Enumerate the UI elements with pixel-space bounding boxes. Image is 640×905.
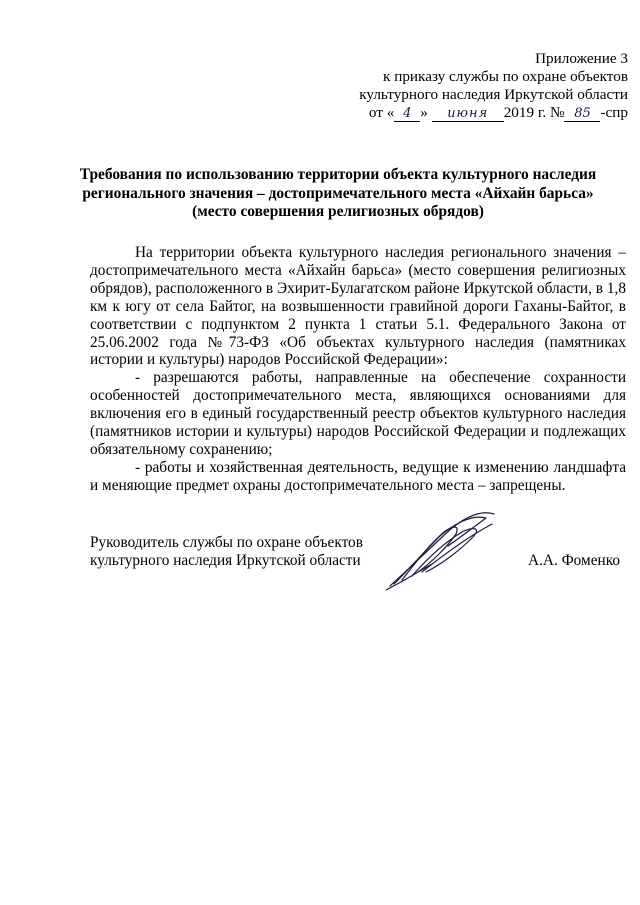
document-body <box>90 244 626 495</box>
handwritten-order-number: 85 <box>564 106 600 122</box>
handwritten-signature <box>382 506 512 596</box>
body-paragraph-prohibited: - работы и хозяйственная деятельность, ведущие к изменению ландшафта и меняющие предмет охраны достопримечательного места – запрещены. <box>90 458 626 494</box>
date-mid: » <box>420 104 428 121</box>
body-paragraph-intro: На территории объекта культурного наследия регионального значения – достопримечательного места «Айхайн барьса» (место совершения религиозных обрядов), расположенного в Эхирит-Булагатском районе Иркутской области, в 1,8 км к югу от села Байтог, на возвышенности гравийной дороги Гаханы-Байтог, в соответствии с подпунктом 2 пункта 1 статьи 5.1. Федерального Закона от 25.06.2002 года №73-ФЗ «Об объектах культурного наследия (памятниках истории и культуры) народов Российской Федерации»: <box>90 244 626 369</box>
title-line-1: Требования по использованию территории объекта культурного наследия <box>79 166 597 183</box>
signatory-position-line-1: Руководитель службы по охране объектов <box>90 534 363 551</box>
title-line-2: регионального значения – достопримечательного места «Айхайн барьса» <box>82 184 594 202</box>
date-prefix: от « <box>368 104 395 121</box>
order-suffix: -спр <box>600 104 628 121</box>
signatory-name: А.А. Фоменко <box>528 552 620 569</box>
handwritten-day: 4 <box>394 106 420 122</box>
appendix-date-line <box>359 104 628 122</box>
handwritten-month: июня <box>432 106 504 122</box>
signatory-position <box>90 534 363 570</box>
title-line-3: (место совершения религиозных обрядов) <box>192 203 484 220</box>
document-title <box>40 166 636 222</box>
appendix-authority: культурного наследия Иркутской области <box>359 86 628 103</box>
appendix-order-ref: к приказу службы по охране объектов <box>383 68 628 85</box>
year-text: 2019 г. № <box>503 104 565 121</box>
appendix-number: Приложение 3 <box>535 50 628 67</box>
signatory-position-line-2: культурного наследия Иркутской области <box>90 552 361 569</box>
body-paragraph-allowed: - разрешаются работы, направленные на обеспечение сохранности особенностей достопримечательного места, являющихся основаниями для включения его в единый государственный реестр объектов культурного наследия (памятников истории и культуры) народов Российской Федерации и подлежащих обязательному сохранению; <box>90 369 626 458</box>
appendix-header <box>359 50 628 122</box>
